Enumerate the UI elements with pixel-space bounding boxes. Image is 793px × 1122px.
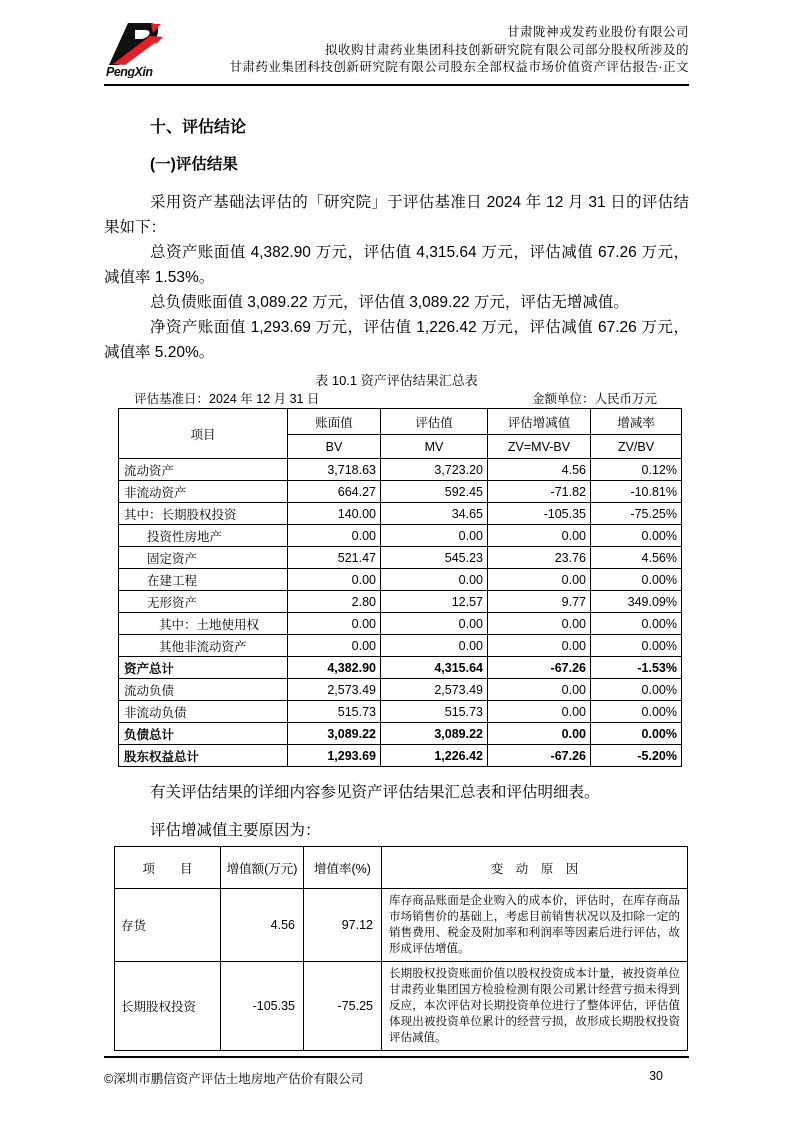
unit-label: 金额单位：人民币万元	[531, 392, 657, 406]
change-rate-cell: 0.00%	[591, 679, 682, 701]
reason-amount-cell: 4.56	[221, 889, 304, 962]
page-header	[104, 20, 689, 83]
market-value-cell: 0.00	[381, 569, 488, 591]
summary-table-body	[119, 459, 682, 767]
summary-table-row	[119, 679, 682, 701]
header-line-3: 甘肃药业集团科技创新研究院有限公司股东全部权益市场价值资产评估报告·正文	[229, 60, 689, 74]
section-title: 十、评估结论	[150, 119, 247, 136]
reason-table-body	[115, 889, 688, 1051]
change-value-cell: 0.00	[488, 525, 591, 547]
paragraph-detail-note: 有关评估结果的详细内容参见资产评估结果汇总表和评估明细表。	[150, 784, 600, 801]
summary-table-meta	[134, 390, 657, 408]
reason-col-reason: 变 动 原 因	[382, 847, 688, 889]
change-value-cell: 0.00	[488, 569, 591, 591]
change-rate-cell: 0.00%	[591, 525, 682, 547]
item-label-cell: 固定资产	[119, 547, 288, 569]
item-label-cell: 负债总计	[119, 723, 288, 745]
market-value-cell: 3,723.20	[381, 459, 488, 481]
market-value-cell: 515.73	[381, 701, 488, 723]
change-value-cell: 0.00	[488, 635, 591, 657]
change-value-cell: 4.56	[488, 459, 591, 481]
summary-table-row	[119, 503, 682, 525]
summary-table-row	[119, 745, 682, 767]
item-label-cell: 流动负债	[119, 679, 288, 701]
summary-table-row	[119, 701, 682, 723]
summary-table-row	[119, 613, 682, 635]
col-header-mv: MV	[381, 435, 488, 459]
col-header-rate-cn: 增减率	[591, 409, 682, 435]
summary-table-row	[119, 481, 682, 503]
book-value-cell: 0.00	[288, 525, 381, 547]
change-rate-cell: 4.56%	[591, 547, 682, 569]
reason-table-row	[115, 889, 688, 962]
change-value-cell: 0.00	[488, 679, 591, 701]
reason-col-amount: 增值额(万元)	[221, 847, 304, 889]
reason-item-cell: 存货	[115, 889, 221, 962]
header-line-1: 甘肃陇神戎发药业股份有限公司	[506, 25, 689, 39]
summary-table	[118, 408, 682, 767]
summary-table-head	[119, 409, 682, 459]
subsection-title: (一)评估结果	[150, 156, 238, 173]
col-header-mv-cn: 评估值	[381, 409, 488, 435]
market-value-cell: 592.45	[381, 481, 488, 503]
book-value-cell: 515.73	[288, 701, 381, 723]
market-value-cell: 0.00	[381, 635, 488, 657]
paragraph-total-liabilities: 总负债账面值 3,089.22 万元，评估值 3,089.22 万元，评估无增减值。	[150, 294, 629, 311]
header-rule	[104, 84, 689, 86]
col-header-zv: ZV=MV-BV	[488, 435, 591, 459]
col-header-rate: ZV/BV	[591, 435, 682, 459]
header-line-2: 拟收购甘肃药业集团科技创新研究院有限公司部分股权所涉及的	[324, 42, 689, 57]
item-label-cell: 其中：长期股权投资	[119, 503, 288, 525]
change-rate-cell: 0.00%	[591, 701, 682, 723]
change-rate-cell: -1.53%	[591, 657, 682, 679]
summary-table-row	[119, 591, 682, 613]
item-label-cell: 资产总计	[119, 657, 288, 679]
footer-company: ©深圳市鹏信资产评估土地房地产估价有限公司	[104, 1072, 364, 1086]
col-header-bv-cn: 账面值	[288, 409, 381, 435]
header-report-title	[229, 20, 689, 77]
paragraph-net-assets: 净资产账面值 1,293.69 万元，评估值 1,226.42 万元，评估减值 67.26 万元，减值率 5.20%。	[104, 319, 689, 361]
change-rate-cell: -10.81%	[591, 481, 682, 503]
change-value-cell: -67.26	[488, 657, 591, 679]
item-label-cell: 在建工程	[119, 569, 288, 591]
col-header-zv-cn: 评估增减值	[488, 409, 591, 435]
book-value-cell: 2,573.49	[288, 679, 381, 701]
reason-text-cell: 库存商品账面是企业购入的成本价，评估时，在库存商品市场销售价的基础上，考虑目前销售状况以及扣除一定的销售费用、税金及附加率和利润率等因素后进行评估，故形成评估增值。	[382, 889, 688, 962]
change-value-cell: -71.82	[488, 481, 591, 503]
change-value-cell: 0.00	[488, 613, 591, 635]
summary-header-row-cn	[119, 409, 682, 435]
reason-item-cell: 长期股权投资	[115, 962, 221, 1051]
market-value-cell: 3,089.22	[381, 723, 488, 745]
item-label-cell: 投资性房地产	[119, 525, 288, 547]
book-value-cell: 2.80	[288, 591, 381, 613]
change-value-cell: 23.76	[488, 547, 591, 569]
summary-table-row	[119, 723, 682, 745]
book-value-cell: 4,382.90	[288, 657, 381, 679]
book-value-cell: 3,718.63	[288, 459, 381, 481]
change-rate-cell: 0.00%	[591, 723, 682, 745]
change-rate-cell: -75.25%	[591, 503, 682, 525]
reason-amount-cell: -105.35	[221, 962, 304, 1051]
summary-table-row	[119, 547, 682, 569]
page-content	[104, 110, 689, 1051]
pengxin-logo-icon	[104, 20, 182, 78]
logo-wordmark: PengXin	[106, 65, 153, 78]
book-value-cell: 521.47	[288, 547, 381, 569]
item-label-cell: 无形资产	[119, 591, 288, 613]
change-rate-cell: 0.12%	[591, 459, 682, 481]
book-value-cell: 0.00	[288, 569, 381, 591]
item-label-cell: 非流动负债	[119, 701, 288, 723]
change-rate-cell: 0.00%	[591, 613, 682, 635]
summary-table-row	[119, 459, 682, 481]
change-rate-cell: 0.00%	[591, 635, 682, 657]
summary-table-caption: 表 10.1 资产评估结果汇总表	[315, 373, 478, 388]
page-footer	[104, 1056, 689, 1087]
item-label-cell: 其中：土地使用权	[119, 613, 288, 635]
paragraph-total-assets: 总资产账面值 4,382.90 万元，评估值 4,315.64 万元，评估减值 67.26 万元，减值率 1.53%。	[104, 244, 689, 286]
reason-col-item: 项 目	[115, 847, 221, 889]
summary-table-row	[119, 525, 682, 547]
change-rate-cell: 0.00%	[591, 569, 682, 591]
paragraph-intro: 采用资产基础法评估的「研究院」于评估基准日 2024 年 12 月 31 日的评估结果如下：	[104, 194, 689, 236]
item-label-cell: 其他非流动资产	[119, 635, 288, 657]
market-value-cell: 1,226.42	[381, 745, 488, 767]
item-label-cell: 非流动资产	[119, 481, 288, 503]
reason-col-rate: 增值率(%)	[304, 847, 382, 889]
footer-page-number: 30	[649, 1069, 663, 1083]
book-value-cell: 0.00	[288, 613, 381, 635]
book-value-cell: 140.00	[288, 503, 381, 525]
reason-text-cell: 长期股权投资账面价值以股权投资成本计量，被投资单位甘肃药业集团国方检验检测有限公司累计经营亏损未得到反应，本次评估对长期投资单位进行了整体评估，评估值体现出被投资单位累计的经营亏损，故形成长期股权投资评估减值。	[382, 962, 688, 1051]
item-label-cell: 流动资产	[119, 459, 288, 481]
book-value-cell: 664.27	[288, 481, 381, 503]
reason-header-row	[115, 847, 688, 889]
change-value-cell: 0.00	[488, 723, 591, 745]
market-value-cell: 12.57	[381, 591, 488, 613]
book-value-cell: 1,293.69	[288, 745, 381, 767]
book-value-cell: 3,089.22	[288, 723, 381, 745]
item-label-cell: 股东权益总计	[119, 745, 288, 767]
change-value-cell: -105.35	[488, 503, 591, 525]
summary-table-row	[119, 569, 682, 591]
market-value-cell: 34.65	[381, 503, 488, 525]
change-value-cell: -67.26	[488, 745, 591, 767]
pengxin-logo	[104, 20, 182, 83]
change-value-cell: 9.77	[488, 591, 591, 613]
base-date-label: 评估基准日：2024 年 12 月 31 日	[134, 392, 320, 406]
market-value-cell: 0.00	[381, 613, 488, 635]
summary-table-row	[119, 657, 682, 679]
change-rate-cell: 349.09%	[591, 591, 682, 613]
market-value-cell: 2,573.49	[381, 679, 488, 701]
summary-table-row	[119, 635, 682, 657]
col-header-item: 项目	[119, 409, 288, 459]
reason-table-head	[115, 847, 688, 889]
reason-table-row	[115, 962, 688, 1051]
reason-rate-cell: 97.12	[304, 889, 382, 962]
reason-table	[114, 846, 688, 1051]
col-header-bv: BV	[288, 435, 381, 459]
market-value-cell: 0.00	[381, 525, 488, 547]
change-value-cell: 0.00	[488, 701, 591, 723]
market-value-cell: 545.23	[381, 547, 488, 569]
paragraph-reason-intro: 评估增减值主要原因为：	[150, 822, 321, 839]
book-value-cell: 0.00	[288, 635, 381, 657]
reason-rate-cell: -75.25	[304, 962, 382, 1051]
change-rate-cell: -5.20%	[591, 745, 682, 767]
market-value-cell: 4,315.64	[381, 657, 488, 679]
